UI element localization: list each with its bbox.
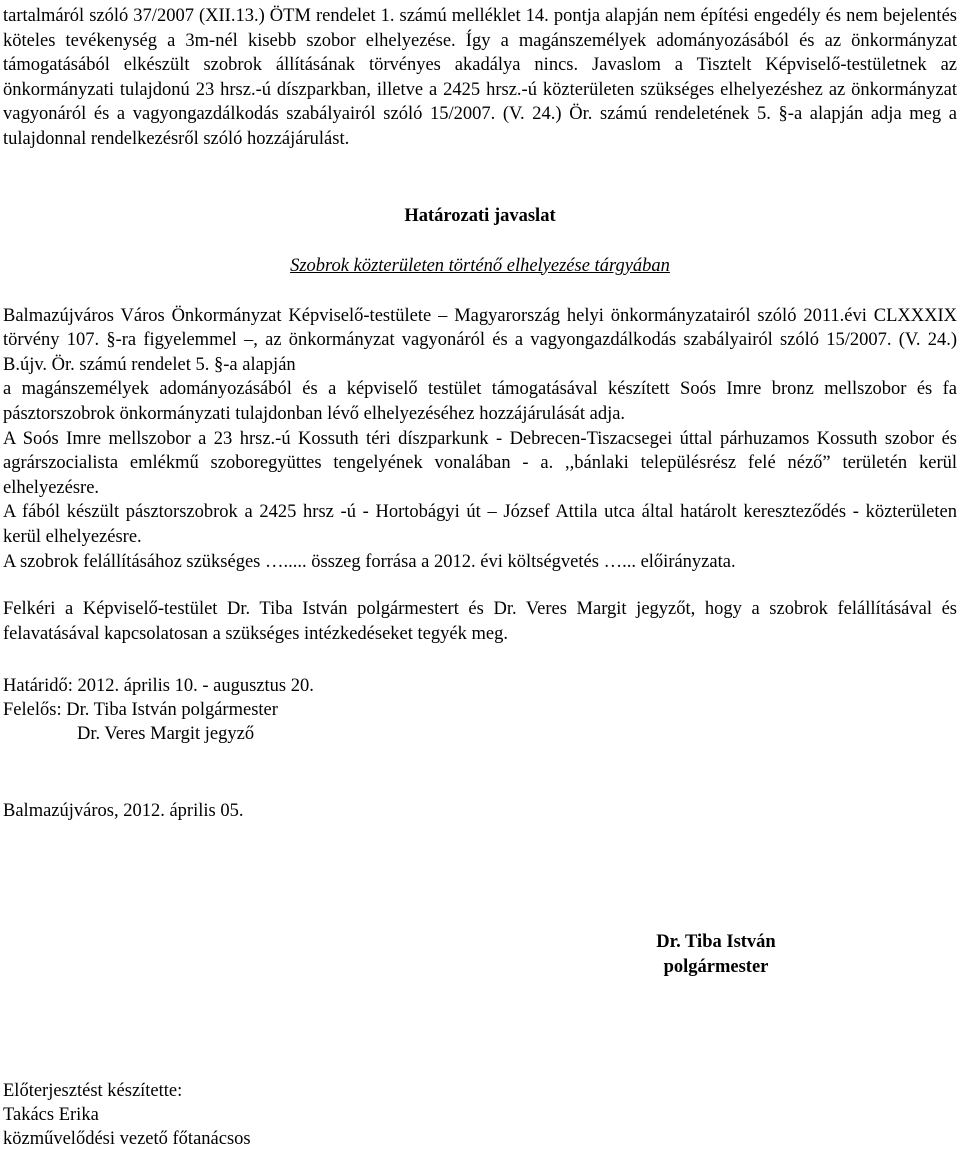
responsible-second: Dr. Veres Margit jegyző xyxy=(77,724,255,745)
wooden-placement: A fából készült pásztorszobrok a 2425 hrsz -ú - Hortobágyi út – József Attila utca által határolt kereszteződés - közterületen kerül elhelyezésre. xyxy=(3,502,957,547)
signature-title: polgármester xyxy=(663,957,769,977)
document-page xyxy=(3,0,957,823)
prepared-by-name: Takács Erika xyxy=(3,1105,99,1125)
funding-line: A szobrok felállításához szükséges …..... összeg forrása a 2012. évi költségvetés …... előirányzata. xyxy=(3,551,736,572)
resolution-body: Balmazújváros Város Önkormányzat Képviselő-testülete – Magyarország helyi önkormányzatairól szóló 2011.évi CLXXXIX törvény 107. §-ra figyelemmel –, az önkormányzat vagyonáról és a vagyongazdálkodás szabályairól szóló 15/2007. (V. 24.) B.újv. Ör. számú rendelet 5. §-a alapján xyxy=(3,305,957,375)
signature-name: Dr. Tiba István xyxy=(656,932,776,952)
resolution-subtitle: Szobrok közterületen történő elhelyezése tárgyában xyxy=(290,255,670,276)
place-date: Balmazújváros, 2012. április 05. xyxy=(3,801,244,822)
soos-placement: A Soós Imre mellszobor a 23 hrsz.-ú Kossuth téri díszparkunk - Debrecen-Tiszacsegei úttal párhuzamos Kossuth szobor és agrárszocialista emlékmű szoboregyüttes tengelyének vonalában - a. ,,bánlaki településrész felé néző” területén kerül elhelyezésre. xyxy=(3,428,957,498)
resolution-consent: a magánszemélyek adományozásából és a képviselő testület támogatásával készített Soós Imre bronz mellszobor és fa pásztorszobrok önkormányzati tulajdonban lévő elhelyezéséhez hozzájárulását adja. xyxy=(3,379,957,424)
intro-paragraph: tartalmáról szóló 37/2007 (XII.13.) ÖTM rendelet 1. számú melléklet 14. pontja alapján nem építési engedély és nem bejelentés köteles tevékenység a 3m-nél kisebb szobor elhelyezése. Így a magánszemélyek adományozásából és az önkormányzat támogatásából elkészült szobrok állításának törvényes akadálya nincs. Javaslom a Tisztelt Képviselő-testületnek az önkormányzati tulajdonú 23 hrsz.-ú díszparkban, illetve a 2425 hrsz.-ú közterületen szükséges elhelyezéshez az önkormányzat vagyonáról és a vagyongazdálkodás szabályairól szóló 15/2007. (V. 24.) Ör. számú rendeletének 5. §-a alapján adja meg a tulajdonnal rendelkezésről szóló hozzájárulást. xyxy=(3,6,957,149)
prepared-by-block xyxy=(3,1079,251,1151)
instruction-paragraph: Felkéri a Képviselő-testület Dr. Tiba István polgármestert és Dr. Veres Margit jegyzőt, hogy a szobrok felállításával és felavatásával kapcsolatosan a szükséges intézkedéseket tegyék meg. xyxy=(3,599,957,644)
prepared-by-label: Előterjesztést készítette: xyxy=(3,1081,183,1101)
signature-block xyxy=(636,930,796,980)
responsible: Felelős: Dr. Tiba István polgármester xyxy=(3,700,278,721)
resolution-title: Határozati javaslat xyxy=(404,205,556,226)
deadline: Határidő: 2012. április 10. - augusztus 20. xyxy=(3,676,314,697)
prepared-by-role: közművelődési vezető főtanácsos xyxy=(3,1129,251,1149)
